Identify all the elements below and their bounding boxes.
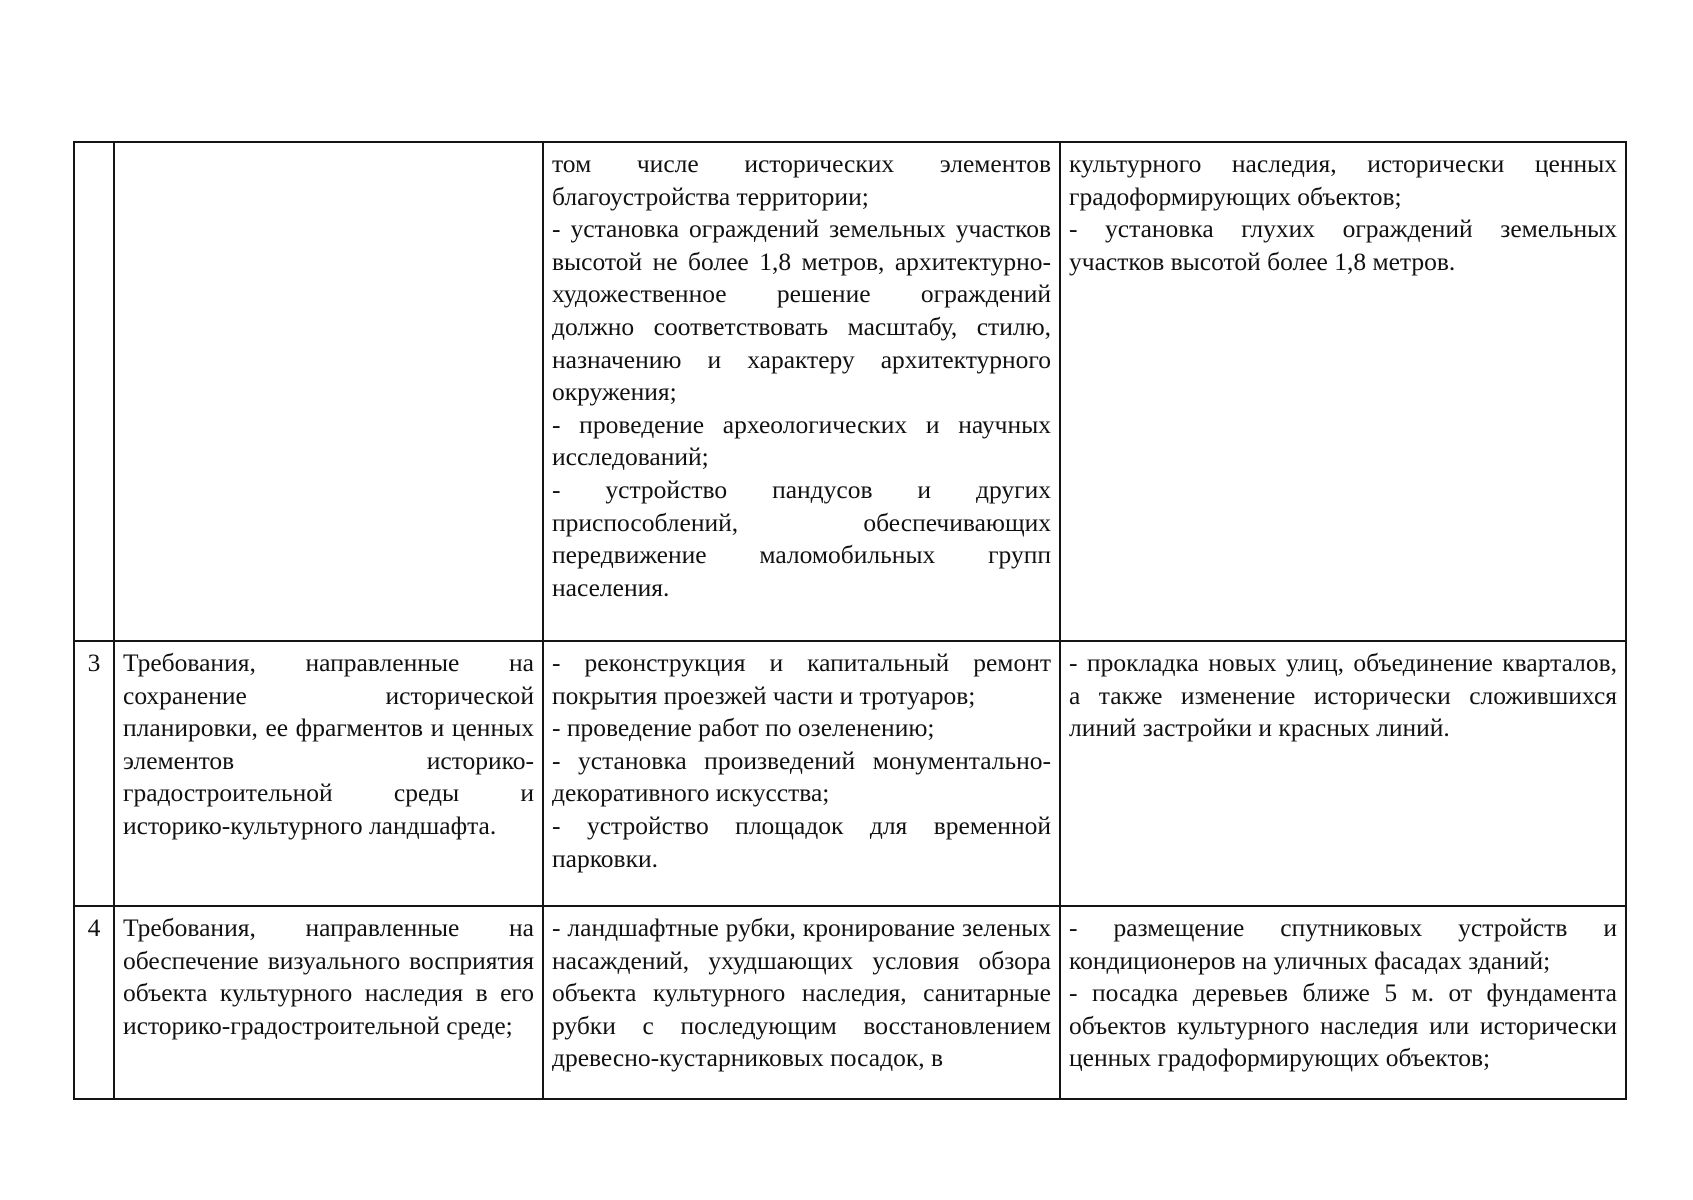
requirement-cell bbox=[114, 142, 543, 641]
prohibited-item: - посадка деревьев ближе 5 м. от фундамента объектов культурного наследия или исторически ценных градоформирующих объектов; bbox=[1069, 978, 1617, 1073]
row-number-cell bbox=[74, 142, 114, 641]
prohibited-item: - прокладка новых улиц, объединение кварталов, а также изменение исторически сложившихся линий застройки и красных линий. bbox=[1069, 648, 1617, 743]
allowed-item: - установка произведений монументально-декоративного искусства; bbox=[552, 745, 1051, 808]
allowed-item: - устройство площадок для временной парковки. bbox=[552, 810, 1051, 873]
requirement-cell bbox=[114, 641, 543, 906]
prohibited-works-cell bbox=[1060, 906, 1626, 1099]
allowed-item: - устройство пандусов и других приспособлений, обеспечивающих передвижение маломобильных групп населения. bbox=[552, 474, 1051, 602]
prohibited-item: - установка глухих ограждений земельных участков высотой более 1,8 метров. bbox=[1069, 214, 1617, 276]
row-number-cell: 3 bbox=[74, 641, 114, 906]
allowed-item: - проведение работ по озеленению; bbox=[552, 713, 935, 743]
prohibited-item: культурного наследия, исторически ценных градоформирующих объектов; bbox=[1069, 149, 1617, 211]
prohibited-works-cell bbox=[1060, 142, 1626, 641]
allowed-item: том числе исторических элементов благоустройства территории; bbox=[552, 149, 1051, 211]
requirement-text: Требования, направленные на обеспечение визуального восприятия объекта культурного наследия в его историко-градостроительной среде; bbox=[123, 913, 534, 1040]
allowed-works-cell bbox=[543, 641, 1060, 906]
allowed-item: - установка ограждений земельных участков высотой не более 1,8 метров, архитектурно-художественное решение ограждений должно соответствовать масштабу, стилю, назначению и характеру архитектурного окружения; bbox=[552, 214, 1051, 407]
table-row bbox=[74, 142, 1626, 641]
requirement-cell bbox=[114, 906, 543, 1099]
allowed-item: - ландшафтные рубки, кронирование зеленых насаждений, ухудшающих условия обзора объекта культурного наследия, санитарные рубки с последующим восстановлением древесно-кустарниковых посадок, в bbox=[552, 913, 1051, 1073]
table-row bbox=[74, 906, 1626, 1099]
requirement-text: Требования, направленные на сохранение исторической планировки, ее фрагментов и ценных элементов историко-градостроительной среды и историко-культурного ландшафта. bbox=[123, 648, 534, 840]
allowed-item: - реконструкция и капитальный ремонт покрытия проезжей части и тротуаров; bbox=[552, 648, 1051, 710]
row-number-cell: 4 bbox=[74, 906, 114, 1099]
prohibited-works-cell bbox=[1060, 641, 1626, 906]
regulations-table bbox=[73, 141, 1627, 1100]
allowed-works-cell bbox=[543, 142, 1060, 641]
table-row bbox=[74, 641, 1626, 906]
prohibited-item: - размещение спутниковых устройств и кондиционеров на уличных фасадах зданий; bbox=[1069, 913, 1617, 975]
allowed-works-cell bbox=[543, 906, 1060, 1099]
allowed-item: - проведение археологических и научных исследований; bbox=[552, 409, 1051, 472]
